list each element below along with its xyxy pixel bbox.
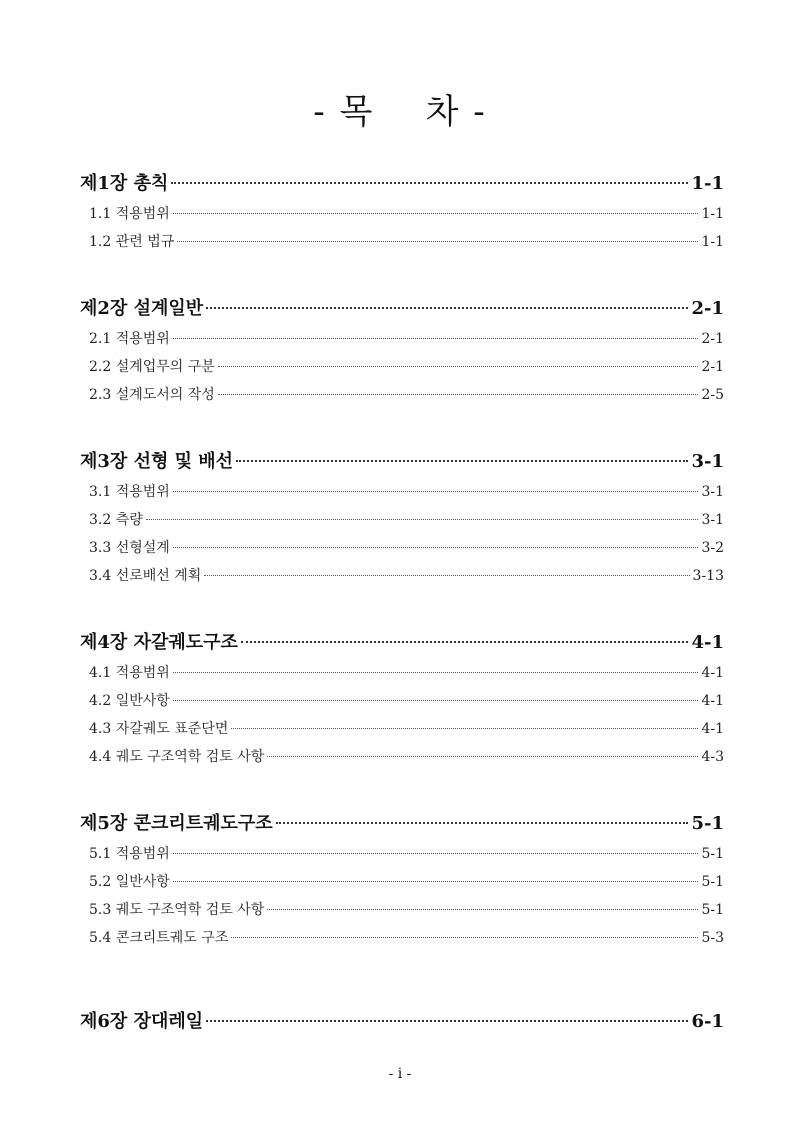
chapter-page-number: 2-1 <box>691 298 724 319</box>
dot-leader <box>218 366 699 367</box>
section-title: 3.3 선형설계 <box>89 540 170 556</box>
toc-chapter-entry[interactable] <box>80 293 724 325</box>
section-page-number: 2-1 <box>701 359 724 375</box>
toc-section-entry[interactable] <box>80 353 724 381</box>
toc-section-entry[interactable] <box>80 534 724 562</box>
toc-chapter-entry[interactable] <box>80 627 724 659</box>
section-page-number: 5-3 <box>701 930 724 946</box>
section-title: 4.4 궤도 구조역학 검토 사항 <box>89 749 265 765</box>
table-of-contents <box>80 168 724 1075</box>
section-page-number: 4-1 <box>701 665 724 681</box>
dot-leader <box>204 575 689 576</box>
dot-leader <box>173 853 699 854</box>
dot-leader <box>171 182 688 184</box>
dot-leader <box>173 213 699 214</box>
toc-section-entry[interactable] <box>80 562 724 590</box>
chapter-title: 제2장 설계일반 <box>80 298 204 319</box>
toc-chapter-group <box>80 168 724 256</box>
toc-section-entry[interactable] <box>80 896 724 924</box>
section-title: 4.3 자갈궤도 표준단면 <box>89 721 229 737</box>
toc-section-entry[interactable] <box>80 506 724 534</box>
chapter-page-number: 1-1 <box>691 173 724 194</box>
chapter-title: 제3장 선형 및 배선 <box>80 451 234 472</box>
section-title: 2.2 설계업무의 구분 <box>89 359 215 375</box>
section-title: 5.1 적용범위 <box>89 846 170 862</box>
toc-section-entry[interactable] <box>80 200 724 228</box>
dot-leader <box>218 394 699 395</box>
section-page-number: 4-3 <box>701 749 724 765</box>
dot-leader <box>173 881 699 882</box>
chapter-title: 제1장 총칙 <box>80 173 169 194</box>
toc-chapter-group <box>80 446 724 590</box>
toc-section-entry[interactable] <box>80 687 724 715</box>
section-title: 3.2 측량 <box>89 512 143 528</box>
section-page-number: 2-5 <box>701 387 724 403</box>
dot-leader <box>173 338 699 339</box>
section-title: 1.1 적용범위 <box>89 206 170 222</box>
section-page-number: 3-13 <box>692 568 724 584</box>
toc-chapter-entry[interactable] <box>80 1006 724 1038</box>
toc-chapter-entry[interactable] <box>80 168 724 200</box>
section-title: 2.3 설계도서의 작성 <box>89 387 215 403</box>
section-page-number: 2-1 <box>701 331 724 347</box>
toc-chapter-group <box>80 808 724 952</box>
toc-section-entry[interactable] <box>80 715 724 743</box>
section-page-number: 5-1 <box>701 874 724 890</box>
dot-leader <box>236 460 688 462</box>
section-title: 3.1 적용범위 <box>89 484 170 500</box>
section-title: 2.1 적용범위 <box>89 331 170 347</box>
toc-section-entry[interactable] <box>80 840 724 868</box>
toc-section-entry[interactable] <box>80 228 724 256</box>
toc-chapter-entry[interactable] <box>80 808 724 840</box>
section-page-number: 3-1 <box>701 484 724 500</box>
chapter-title: 제5장 콘크리트궤도구조 <box>80 813 273 834</box>
section-title: 4.1 적용범위 <box>89 665 170 681</box>
section-title: 5.4 콘크리트궤도 구조 <box>89 930 229 946</box>
chapter-title: 제4장 자갈궤도구조 <box>80 632 238 653</box>
section-title: 5.2 일반사항 <box>89 874 170 890</box>
dot-leader <box>206 307 688 309</box>
dot-leader <box>173 700 699 701</box>
chapter-page-number: 5-1 <box>691 813 724 834</box>
dot-leader <box>173 491 699 492</box>
section-page-number: 3-2 <box>701 540 724 556</box>
toc-section-entry[interactable] <box>80 659 724 687</box>
section-page-number: 4-1 <box>701 693 724 709</box>
section-page-number: 1-1 <box>701 206 724 222</box>
dot-leader <box>267 909 698 910</box>
section-title: 3.4 선로배선 계획 <box>89 568 202 584</box>
dot-leader <box>267 756 698 757</box>
dot-leader <box>241 641 689 643</box>
toc-section-entry[interactable] <box>80 743 724 771</box>
dot-leader <box>177 241 698 242</box>
chapter-page-number: 4-1 <box>691 632 724 653</box>
section-title: 4.2 일반사항 <box>89 693 170 709</box>
section-page-number: 1-1 <box>701 234 724 250</box>
chapter-title: 제6장 장대레일 <box>80 1011 204 1032</box>
chapter-page-number: 6-1 <box>691 1011 724 1032</box>
toc-chapter-group <box>80 293 724 409</box>
section-title: 5.3 궤도 구조역학 검토 사항 <box>89 902 265 918</box>
section-title: 1.2 관련 법규 <box>89 234 175 250</box>
dot-leader <box>231 937 698 938</box>
toc-section-entry[interactable] <box>80 381 724 409</box>
toc-chapter-group <box>80 1006 724 1038</box>
section-page-number: 5-1 <box>701 846 724 862</box>
section-page-number: 5-1 <box>701 902 724 918</box>
dot-leader <box>173 547 699 548</box>
toc-chapter-entry[interactable] <box>80 446 724 478</box>
chapter-page-number: 3-1 <box>691 451 724 472</box>
toc-section-entry[interactable] <box>80 478 724 506</box>
page-title: - 목 차 - <box>313 92 487 132</box>
dot-leader <box>146 519 699 520</box>
section-page-number: 4-1 <box>701 721 724 737</box>
toc-chapter-group <box>80 627 724 771</box>
dot-leader <box>173 672 699 673</box>
dot-leader <box>206 1020 688 1022</box>
toc-section-entry[interactable] <box>80 868 724 896</box>
dot-leader <box>231 728 698 729</box>
toc-section-entry[interactable] <box>80 924 724 952</box>
dot-leader <box>276 822 689 824</box>
page-number-footer: - i - <box>388 1066 412 1082</box>
section-page-number: 3-1 <box>701 512 724 528</box>
toc-section-entry[interactable] <box>80 325 724 353</box>
